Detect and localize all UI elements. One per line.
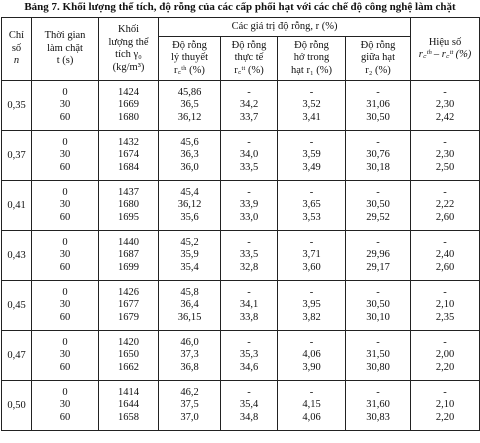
header-ly-thuyet: Độ rỗng lý thuyết r꜀ᵗʰ (%) <box>159 37 221 81</box>
cell-value: 1662 <box>118 361 139 373</box>
cell-ho-trong <box>278 81 346 131</box>
cell-value: 45,6 <box>180 136 199 148</box>
cell-chi-so: 0,43 <box>2 231 32 281</box>
cell-giua-hat <box>346 231 411 281</box>
cell-value: 60 <box>59 361 71 373</box>
cell-thuc-te <box>221 81 278 131</box>
cell-value: 4,06 <box>302 411 321 423</box>
table-row <box>2 131 480 181</box>
cell-value: - <box>247 386 251 398</box>
cell-value: 30 <box>59 149 71 161</box>
cell-khoi-luong <box>99 281 159 331</box>
cell-value: 60 <box>59 211 71 223</box>
cell-value: 30 <box>59 99 71 111</box>
cell-giua-hat <box>346 331 411 381</box>
cell-ly-thuyet <box>159 181 221 231</box>
cell-value: 0 <box>62 336 68 348</box>
cell-value: 33,7 <box>239 111 259 123</box>
cell-ly-thuyet <box>159 131 221 181</box>
cell-value: - <box>309 336 314 348</box>
cell-thuc-te <box>221 231 278 281</box>
cell-value: 31,50 <box>366 349 390 361</box>
cell-chi-so: 0,47 <box>2 331 32 381</box>
cell-value: 1420 <box>118 336 139 348</box>
table-row <box>2 81 480 131</box>
cell-value: - <box>247 236 251 248</box>
cell-value: 2,30 <box>435 99 455 111</box>
cell-value: - <box>443 86 447 98</box>
cell-value: 3,53 <box>302 211 321 223</box>
cell-value: - <box>376 286 380 298</box>
cell-value: 30,18 <box>366 161 390 173</box>
cell-value: - <box>443 286 447 298</box>
table-body <box>2 81 480 431</box>
cell-thoi-gian <box>32 81 99 131</box>
cell-value: 1650 <box>118 349 139 361</box>
cell-value: - <box>376 136 380 148</box>
cell-hieu-so <box>411 181 480 231</box>
cell-value: 3,49 <box>302 161 321 173</box>
header-chi-so: Chỉ số n <box>2 18 32 81</box>
cell-value: 0 <box>62 186 68 198</box>
cell-value: 2,60 <box>435 211 455 223</box>
cell-value: 30 <box>59 199 71 211</box>
cell-value: 60 <box>59 311 71 323</box>
cell-value: - <box>376 86 380 98</box>
cell-value: 3,52 <box>302 99 321 111</box>
cell-value: 37,0 <box>180 411 199 423</box>
cell-value: 60 <box>59 411 71 423</box>
cell-value: 2,60 <box>435 261 455 273</box>
cell-value: 36,8 <box>180 361 199 373</box>
cell-value: 29,96 <box>366 249 390 261</box>
cell-value: 1680 <box>118 199 139 211</box>
cell-hieu-so <box>411 81 480 131</box>
cell-value: 30,80 <box>366 361 390 373</box>
cell-value: 1680 <box>118 111 139 123</box>
cell-value: 34,0 <box>239 149 259 161</box>
cell-ho-trong <box>278 181 346 231</box>
cell-value: - <box>309 86 314 98</box>
cell-chi-so: 0,35 <box>2 81 32 131</box>
cell-khoi-luong <box>99 81 159 131</box>
cell-chi-so: 0,45 <box>2 281 32 331</box>
cell-value: - <box>376 186 380 198</box>
cell-value: 60 <box>59 161 71 173</box>
cell-value: 30 <box>59 249 71 261</box>
cell-thoi-gian <box>32 131 99 181</box>
cell-value: 37,5 <box>180 399 199 411</box>
cell-value: 0 <box>62 136 68 148</box>
cell-ho-trong <box>278 231 346 281</box>
cell-value: - <box>376 236 380 248</box>
cell-value: 33,0 <box>239 211 259 223</box>
cell-ly-thuyet <box>159 381 221 431</box>
header-ho-trong: Độ rỗng hở trong hạt r₁ (%) <box>278 37 346 81</box>
cell-value: 2,35 <box>435 311 455 323</box>
cell-value: 34,2 <box>239 99 259 111</box>
cell-value: 33,5 <box>239 161 259 173</box>
cell-khoi-luong <box>99 231 159 281</box>
cell-ho-trong <box>278 381 346 431</box>
cell-value: 45,86 <box>177 86 202 98</box>
cell-value: 1644 <box>118 399 139 411</box>
cell-khoi-luong <box>99 131 159 181</box>
cell-value: 1687 <box>118 249 139 261</box>
cell-value: - <box>309 136 314 148</box>
cell-value: 45,4 <box>180 186 199 198</box>
cell-value: - <box>309 286 314 298</box>
cell-value: 30 <box>59 399 71 411</box>
cell-thoi-gian <box>32 281 99 331</box>
cell-ly-thuyet <box>159 281 221 331</box>
cell-value: 34,8 <box>239 411 259 423</box>
cell-value: - <box>247 86 251 98</box>
cell-value: 60 <box>59 111 71 123</box>
cell-ho-trong <box>278 331 346 381</box>
cell-value: - <box>443 186 447 198</box>
cell-chi-so: 0,37 <box>2 131 32 181</box>
cell-value: - <box>309 236 314 248</box>
cell-giua-hat <box>346 81 411 131</box>
cell-value: 36,3 <box>180 149 199 161</box>
cell-thoi-gian <box>32 331 99 381</box>
cell-value: 3,60 <box>302 261 321 273</box>
cell-giua-hat <box>346 131 411 181</box>
cell-giua-hat <box>346 281 411 331</box>
cell-value: - <box>443 236 447 248</box>
cell-value: 45,2 <box>180 236 199 248</box>
cell-value: 30 <box>59 299 71 311</box>
cell-value: - <box>309 386 314 398</box>
cell-value: 35,9 <box>180 249 199 261</box>
cell-value: 1695 <box>118 211 139 223</box>
cell-value: 4,15 <box>302 399 321 411</box>
cell-value: 36,5 <box>180 99 199 111</box>
cell-value: 29,52 <box>366 211 390 223</box>
cell-thoi-gian <box>32 181 99 231</box>
header-group-do-rong: Các giá trị độ rỗng, r (%) <box>159 18 411 37</box>
cell-hieu-so <box>411 131 480 181</box>
cell-value: 3,90 <box>302 361 321 373</box>
cell-value: 2,00 <box>435 349 455 361</box>
cell-value: 29,17 <box>366 261 390 273</box>
cell-value: 30,76 <box>366 149 390 161</box>
cell-value: 2,20 <box>435 361 455 373</box>
cell-value: 2,10 <box>435 399 455 411</box>
header-thoi-gian: Thời gian làm chặt t (s) <box>32 18 99 81</box>
cell-hieu-so <box>411 381 480 431</box>
cell-giua-hat <box>346 381 411 431</box>
cell-ly-thuyet <box>159 231 221 281</box>
cell-value: 1684 <box>118 161 139 173</box>
cell-value: 31,60 <box>366 399 390 411</box>
cell-thuc-te <box>221 381 278 431</box>
cell-value: 35,4 <box>180 261 199 273</box>
cell-value: 30,50 <box>366 111 390 123</box>
cell-value: 0 <box>62 386 68 398</box>
cell-value: 1669 <box>118 99 139 111</box>
cell-value: - <box>376 386 380 398</box>
cell-value: 37,3 <box>180 349 199 361</box>
cell-value: 0 <box>62 236 68 248</box>
header-thuc-te: Độ rỗng thực tế r꜀ᵗᵗ (%) <box>221 37 278 81</box>
cell-khoi-luong <box>99 381 159 431</box>
cell-value: 3,59 <box>302 149 321 161</box>
cell-value: 32,8 <box>239 261 259 273</box>
cell-thuc-te <box>221 331 278 381</box>
cell-thuc-te <box>221 181 278 231</box>
cell-ly-thuyet <box>159 331 221 381</box>
cell-khoi-luong <box>99 181 159 231</box>
cell-value: 33,9 <box>239 199 259 211</box>
data-table <box>1 17 480 431</box>
cell-value: 1440 <box>118 236 139 248</box>
cell-thuc-te <box>221 281 278 331</box>
cell-value: - <box>376 336 380 348</box>
table-row <box>2 281 480 331</box>
cell-value: - <box>247 186 251 198</box>
table-row <box>2 381 480 431</box>
cell-khoi-luong <box>99 331 159 381</box>
cell-value: 1679 <box>118 311 139 323</box>
cell-value: 2,50 <box>435 161 455 173</box>
cell-value: 35,4 <box>239 399 259 411</box>
cell-value: 2,40 <box>435 249 455 261</box>
cell-value: 2,20 <box>435 411 455 423</box>
cell-value: 2,10 <box>435 299 455 311</box>
table-caption: Bảng 7. Khối lượng thể tích, độ rỗng của các cấp phối hạt với các chế độ công nghệ làm chặt <box>24 1 456 13</box>
cell-value: 3,71 <box>302 249 321 261</box>
cell-value: - <box>309 186 314 198</box>
cell-value: 30,10 <box>366 311 390 323</box>
cell-value: 36,4 <box>180 299 199 311</box>
cell-value: 4,06 <box>302 349 321 361</box>
cell-value: - <box>247 136 251 148</box>
cell-value: 30,50 <box>366 299 390 311</box>
cell-value: 1677 <box>118 299 139 311</box>
cell-hieu-so <box>411 281 480 331</box>
cell-value: 1424 <box>118 86 139 98</box>
cell-value: 1699 <box>118 261 139 273</box>
header-giua-hat: Độ rỗng giữa hạt r₂ (%) <box>346 37 411 81</box>
cell-value: 2,22 <box>435 199 455 211</box>
cell-value: 2,42 <box>435 111 455 123</box>
cell-ho-trong <box>278 131 346 181</box>
cell-chi-so: 0,41 <box>2 181 32 231</box>
cell-value: 1432 <box>118 136 139 148</box>
cell-hieu-so <box>411 331 480 381</box>
cell-value: 2,30 <box>435 149 455 161</box>
cell-value: 35,3 <box>239 349 259 361</box>
cell-hieu-so <box>411 231 480 281</box>
cell-value: 3,82 <box>302 311 321 323</box>
cell-value: 1674 <box>118 149 139 161</box>
cell-ly-thuyet <box>159 81 221 131</box>
cell-chi-so: 0,50 <box>2 381 32 431</box>
cell-value: 0 <box>62 86 68 98</box>
cell-value: 36,12 <box>177 111 202 123</box>
cell-value: - <box>443 136 447 148</box>
cell-value: 3,95 <box>302 299 321 311</box>
cell-value: 36,15 <box>177 311 202 323</box>
cell-value: 1426 <box>118 286 139 298</box>
cell-thuc-te <box>221 131 278 181</box>
cell-value: 34,1 <box>239 299 259 311</box>
header-khoi-luong: Khối lượng thể tích γ₀ (kg/m³) <box>99 18 159 81</box>
cell-value: 34,6 <box>239 361 259 373</box>
cell-value: 0 <box>62 286 68 298</box>
cell-value: 60 <box>59 261 71 273</box>
cell-value: 31,06 <box>366 99 390 111</box>
cell-value: 3,41 <box>302 111 321 123</box>
cell-value: - <box>247 336 251 348</box>
cell-ho-trong <box>278 281 346 331</box>
cell-value: 30 <box>59 349 71 361</box>
cell-giua-hat <box>346 181 411 231</box>
cell-value: 33,8 <box>239 311 259 323</box>
table-row <box>2 181 480 231</box>
cell-value: - <box>443 336 447 348</box>
table-row <box>2 331 480 381</box>
cell-thoi-gian <box>32 381 99 431</box>
cell-value: - <box>443 386 447 398</box>
cell-thoi-gian <box>32 231 99 281</box>
cell-value: 1437 <box>118 186 139 198</box>
cell-value: 46,0 <box>180 336 199 348</box>
cell-value: 36,12 <box>177 199 202 211</box>
cell-value: 46,2 <box>180 386 199 398</box>
cell-value: 3,65 <box>302 199 321 211</box>
header-hieu-so: Hiệu số r꜀ᵗʰ – r꜀ᵗᵗ (%) <box>411 18 480 81</box>
cell-value: 35,6 <box>180 211 199 223</box>
cell-value: - <box>247 286 251 298</box>
cell-value: 33,5 <box>239 249 259 261</box>
cell-value: 36,0 <box>180 161 199 173</box>
cell-value: 30,83 <box>366 411 390 423</box>
cell-value: 30,50 <box>366 199 390 211</box>
cell-value: 1414 <box>118 386 139 398</box>
cell-value: 1658 <box>118 411 139 423</box>
table-row <box>2 231 480 281</box>
cell-value: 45,8 <box>180 286 199 298</box>
